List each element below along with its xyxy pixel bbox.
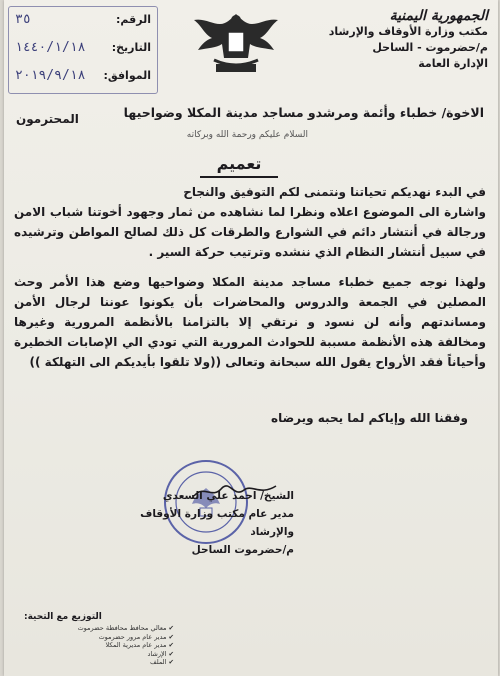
signatory-title: مدير عام مكتب وزارة الأوقاف والإرشاد <box>140 508 294 538</box>
letterhead <box>318 8 488 72</box>
governorate: م/حضرموت - الساحل <box>372 41 488 54</box>
reference-box <box>8 6 158 94</box>
list-item: ✔ مدير عام مديرية المكلا <box>24 641 174 650</box>
signatory-name: الشيخ/ احمد علي السعدي <box>162 490 294 502</box>
list-item: ✔ مدير عام مرور حضرموت <box>24 633 174 642</box>
greeting: السلام عليكم ورحمة الله وبركاته <box>186 130 308 140</box>
paragraph-directive: ولهذا نوجه جميع خطباء مساجد مدينة المكلا وضواحيها وضع هذا الأمر وحث المصلين في الجمعة والدروس والمحاضرات بأن يكونوا عوننا لرجال الأمن ومساندتهم وأنه لن نسود و نرتقي إلا بالتزامنا بالأنظمة المرورية وغيرها ومخالفة هذه الأنظمة مسببة للحوادث المرورية التي تودي الي الإصابات الخطيرة وأحياناً فقد الأرواح يقول الله سبحانة وتعالى ((ولا تلقوا بأيديكم الى التهلكة )) <box>14 275 486 369</box>
paragraph-closing: وفقنا الله وإياكم لما يحبه ويرضاه <box>270 411 468 425</box>
title-underline <box>200 176 278 178</box>
distribution-list <box>24 624 174 667</box>
honorific: المحترمون <box>16 112 79 126</box>
date-value: ١٤٤٠/١/١٨ <box>15 40 86 55</box>
paragraph-intro: في البدء نهديكم تحياتنا ونتمنى لكم التوفيق والنجاح <box>183 185 486 199</box>
paragraph-reference: واشارة الى الموضوع اعلاه ونظرا لما نشاهده من ثمار وجهود أخوتنا شباب الامن ورجالة في أنتشار دائم في الشوارع والطرقات كل ذلك لصالح المواطن وترشيده في سبيل أنتشار النظام الذي ننشده وترتيب حركة السير . <box>14 205 486 259</box>
addressee: الاخوة/ خطباء وأئمة ومرشدو مساجد مدينة المكلا وضواحيها <box>123 105 484 120</box>
republic-name: الجمهورية اليمنية <box>389 8 488 24</box>
list-item: ✔ معالي محافظ محافظة حضرموت <box>24 624 174 633</box>
ministry-office: مكتب وزارة الأوقاف والإرشاد <box>328 25 488 38</box>
number-value: ٣٥ <box>15 12 31 27</box>
number-label: الرقم: <box>116 13 151 26</box>
eagle-emblem-icon <box>190 8 282 78</box>
corresponding-value: ٢٠١٩/٩/١٨ <box>15 68 86 83</box>
circular-title: تعميم <box>216 154 262 173</box>
letter-page <box>4 0 498 676</box>
distribution-title: التوزيع مع التحية: <box>24 612 102 622</box>
signatory-region: م/حضرموت الساحل <box>191 544 294 556</box>
department: الإدارة العامة <box>418 57 488 70</box>
corresponding-label: الموافق: <box>103 69 151 82</box>
list-item: ✔ الإرشاد <box>24 650 174 659</box>
list-item: ✔ الملف <box>24 658 174 667</box>
date-label: التاريخ: <box>111 41 151 54</box>
signature-block <box>124 487 294 559</box>
